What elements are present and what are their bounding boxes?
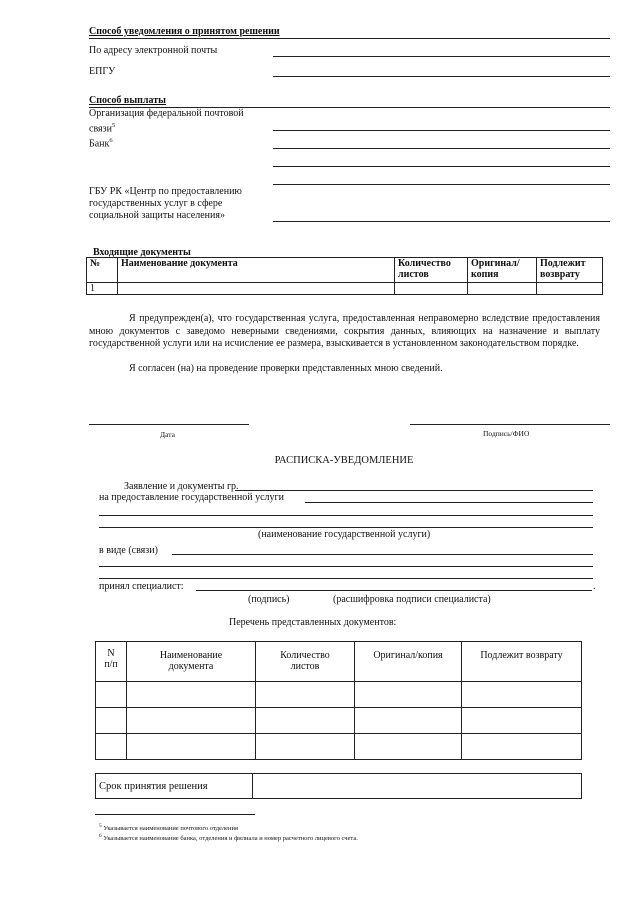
cell[interactable] [355,682,462,708]
deadline-label: Срок принятия решения [96,774,253,799]
cell[interactable] [462,682,582,708]
col-original: Оригинал/копия [355,642,462,682]
warning-text: Я предупрежден(а), что государственная услуга, предоставленная неправомерно вследствие предоставления мною документов с заведомо неверными сведениями, сокрытия данных, влияющих на назначение и выплату государственной услуги или на исчисление ее размера, взыскивается в установленном законодательством порядке. [89,313,600,349]
specialist-field[interactable] [196,590,592,591]
col-num: N п/п [96,642,127,682]
row-num: 1 [87,283,118,295]
post-field[interactable] [273,130,610,131]
bank-field-2[interactable] [273,166,610,167]
row-count-cell[interactable] [395,283,468,295]
service-field-3[interactable] [99,527,593,528]
epgu-label: ЕПГУ [89,66,116,77]
service-caption: (наименование государственной услуги) [258,529,431,540]
form-field-2[interactable] [99,566,593,567]
bank-field[interactable] [273,148,610,149]
cell[interactable] [127,734,256,760]
cell[interactable] [96,682,127,708]
incoming-heading: Входящие документы [93,247,191,258]
row-original-cell[interactable] [468,283,537,295]
heading-rule [89,38,610,39]
col-original: Оригинал/ копия [468,258,537,283]
deadline-table [95,773,582,799]
footnote-ref-5: 5 [111,122,116,129]
col-name: Наименование документа [118,258,395,283]
decode-caption: (расшифровка подписи специалиста) [333,594,491,605]
cell[interactable] [355,708,462,734]
email-field[interactable] [273,56,610,57]
cell[interactable] [256,734,355,760]
cell[interactable] [462,708,582,734]
table-row [96,682,582,708]
cell[interactable] [127,708,256,734]
gbu-field[interactable] [273,221,610,222]
form-field[interactable] [172,554,593,555]
cell[interactable] [96,708,127,734]
cell[interactable] [355,734,462,760]
sign-caption: (подпись) [248,594,290,605]
applicant-label: Заявление и документы гр. [124,481,239,492]
table-header-row [87,258,603,283]
applicant-field[interactable] [235,490,593,491]
signature-label: Подпись/ФИО [483,429,530,438]
post-label: Организация федеральной почтовой связи$^5$ Банк$^6$ [89,108,244,150]
cell[interactable] [127,682,256,708]
row-return-cell[interactable] [537,283,603,295]
cell[interactable] [256,708,355,734]
footnote-5: $^5$ Указывается наименование почтового отделения [99,823,238,833]
cell[interactable] [256,682,355,708]
signature-field[interactable] [410,424,610,425]
cell[interactable] [462,734,582,760]
service-field-2[interactable] [99,515,593,516]
date-field[interactable] [89,424,249,425]
documents-table [95,641,582,760]
receipt-title: РАСПИСКА-УВЕДОМЛЕНИЕ [274,455,414,466]
cell[interactable] [96,734,127,760]
deadline-row [96,774,582,799]
notification-heading: Способ уведомления о принятом решении [89,26,280,37]
footnote-ref-6: 6 [109,137,113,145]
gbu-label: ГБУ РК «Центр по предоставлению государственных услуг в сфере социальной защиты населения» [89,186,242,221]
epgu-field[interactable] [273,76,610,77]
col-return: Подлежит возврату [462,642,582,682]
service-field[interactable] [305,502,593,503]
col-num: № [87,258,118,283]
col-count: Количество листов [256,642,355,682]
incoming-table [86,257,603,295]
row-name-cell[interactable] [118,283,395,295]
specialist-period: . [593,581,596,592]
col-name: Наименование документа [127,642,256,682]
bank-field-3[interactable] [273,184,610,185]
payment-heading: Способ выплаты [89,95,166,106]
table-row [87,283,603,295]
date-label: Дата [160,430,175,439]
email-label: По адресу электронной почты [89,45,218,56]
col-return: Подлежит возврату [537,258,603,283]
footnote-rule [95,814,255,815]
service-label: на предоставление государственной услуги [99,492,284,503]
table-row [96,734,582,760]
col-count: Количество листов [395,258,468,283]
consent-text: Я согласен (на) на проведение проверки представленных мною сведений. [129,363,443,374]
footnote-6: $^6$ Указывается наименование банка, отделения и филиала и номер расчетного лицевого счета. [99,833,358,843]
deadline-value-cell[interactable] [253,774,582,799]
table-row [96,708,582,734]
table-header-row [96,642,582,682]
form-label: в виде (связи) [99,545,158,556]
list-title: Перечень представленных документов: [229,617,397,628]
specialist-label: принял специалист: [99,581,184,592]
form-field-3[interactable] [99,578,593,579]
